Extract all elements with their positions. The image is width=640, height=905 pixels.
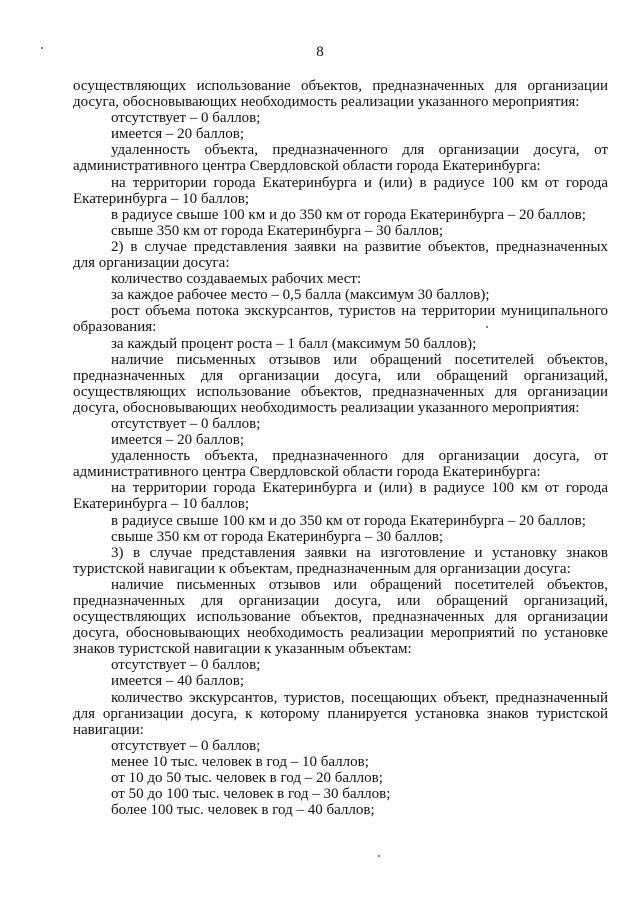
document-body bbox=[73, 78, 608, 818]
paragraph: рост объема потока экскурсантов, туристов на территории муниципального образования: bbox=[73, 303, 608, 336]
paragraph: в радиусе свыше 100 км и до 350 км от города Екатеринбурга – 20 баллов; bbox=[111, 512, 586, 529]
paragraph: от 50 до 100 тыс. человек в год – 30 баллов; bbox=[111, 786, 391, 803]
paragraph: отсутствует – 0 баллов; bbox=[111, 415, 261, 432]
paragraph: отсутствует – 0 баллов; bbox=[111, 737, 261, 754]
paragraph: имеется – 40 баллов; bbox=[111, 673, 245, 690]
paragraph: имеется – 20 баллов; bbox=[111, 432, 245, 449]
paragraph: на территории города Екатеринбурга и (или) в радиусе 100 км от города Екатеринбурга – 10 баллов; bbox=[73, 480, 608, 513]
paragraph: более 100 тыс. человек в год – 40 баллов; bbox=[111, 802, 375, 819]
paragraph: наличие письменных отзывов или обращений посетителей объектов, предназначенных для организации досуга, или обращений организаций, осуществляющих использование объектов, предназначенных для организации досуга, обосновывающих необходимость реализации мероприятий по установке знаков туристской навигации к указанным объектам: bbox=[73, 576, 608, 658]
paragraph: количество экскурсантов, туристов, посещающих объект, предназначенный для организации досуга, к которому планируется установка знаков туристской навигации: bbox=[73, 689, 608, 738]
scan-speck bbox=[378, 855, 380, 857]
paragraph: от 10 до 50 тыс. человек в год – 20 баллов; bbox=[111, 770, 383, 787]
paragraph: 3) в случае представления заявки на изготовление и установку знаков туристской навигации к объектам, предназначенным для организации досуга: bbox=[73, 544, 608, 577]
paragraph: свыше 350 км от города Екатеринбурга – 30 баллов; bbox=[111, 222, 444, 239]
paragraph: свыше 350 км от города Екатеринбурга – 30 баллов; bbox=[111, 528, 444, 545]
paragraph: количество создаваемых рабочих мест: bbox=[111, 271, 362, 288]
paragraph: удаленность объекта, предназначенного для организации досуга, от административного центра Свердловской области города Екатеринбурга: bbox=[73, 448, 608, 481]
paragraph: 2) в случае представления заявки на развитие объектов, предназначенных для организации досуга: bbox=[73, 238, 608, 272]
paragraph: за каждый процент роста – 1 балл (максимум 50 баллов); bbox=[111, 335, 477, 352]
paragraph: удаленность объекта, предназначенного для организации досуга, от административного центра Свердловской области города Екатеринбурга: bbox=[73, 142, 608, 175]
paragraph: наличие письменных отзывов или обращений посетителей объектов, предназначенных для организации досуга, или обращений организаций, осуществляющих использование объектов, предназначенных для организации досуга, обосновывающих необходимость реализации указанного мероприятия: bbox=[73, 351, 608, 416]
scan-speck bbox=[486, 326, 488, 328]
paragraph: за каждое рабочее место – 0,5 балла (максимум 30 баллов); bbox=[111, 287, 490, 304]
paragraph: на территории города Екатеринбурга и (или) в радиусе 100 км от города Екатеринбурга – 10 баллов; bbox=[73, 174, 608, 207]
page-number: 8 bbox=[316, 44, 324, 60]
paragraph: отсутствует – 0 баллов; bbox=[111, 657, 261, 674]
paragraph: в радиусе свыше 100 км и до 350 км от города Екатеринбурга – 20 баллов; bbox=[111, 206, 586, 223]
scan-speck bbox=[41, 47, 43, 49]
paragraph: имеется – 20 баллов; bbox=[111, 126, 245, 143]
paragraph: осуществляющих использование объектов, предназначенных для организации досуга, обосновывающих необходимость реализации указанного мероприятия: bbox=[73, 78, 608, 111]
paragraph: менее 10 тыс. человек в год – 10 баллов; bbox=[111, 753, 369, 770]
paragraph: отсутствует – 0 баллов; bbox=[111, 110, 261, 127]
